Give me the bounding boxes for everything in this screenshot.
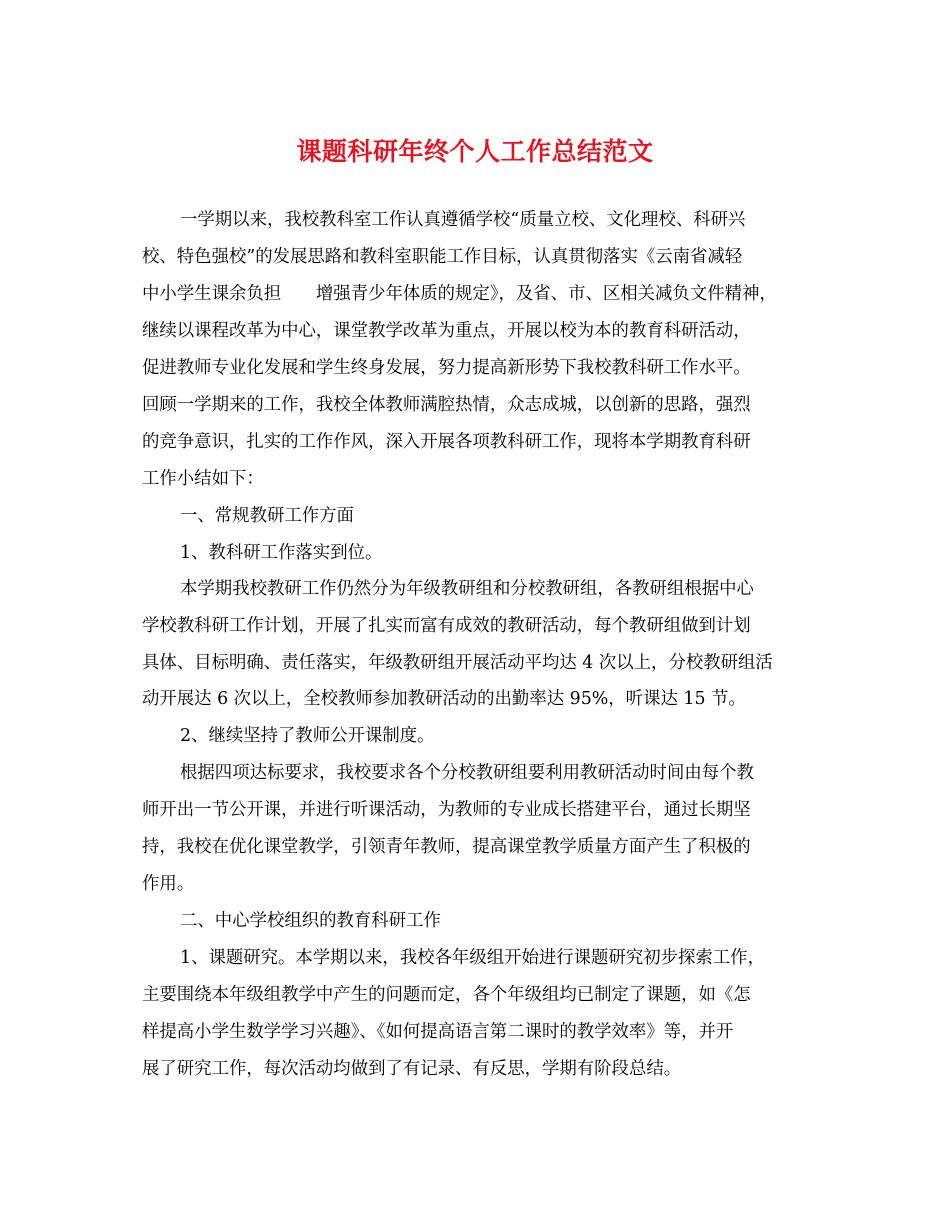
paragraph-line: 展了研究工作，每次活动均做到了有记录、有反思，学期有阶段总结。 <box>142 1059 682 1079</box>
paragraph-line: 一学期以来，我校教科室工作认真遵循学校“质量立校、文化理校、科研兴 <box>180 210 746 230</box>
paragraph-line: 回顾一学期来的工作，我校全体教师满腔热情，众志成城，以创新的思路，强烈 <box>142 395 751 415</box>
paragraph-line: 工作小结如下： <box>142 469 264 489</box>
paragraph-line: 作用。 <box>142 874 195 894</box>
paragraph-line: 持，我校在优化课堂教学，引领青年教师，提高课堂教学质量方面产生了积极的 <box>142 837 751 857</box>
paragraph-line: 样提高小学生数学学习兴趣》、《如何提高语言第二课时的教学效率》等，并开 <box>142 1022 734 1042</box>
section-heading: 一、常规教研工作方面 <box>180 506 354 526</box>
paragraph-line: 根据四项达标要求，我校要求各个分校教研组要利用教研活动时间由每个教 <box>180 763 754 783</box>
paragraph-line: 1、课题研究。本学期以来，我校各年级组开始进行课题研究初步探索工作， <box>180 948 765 968</box>
section-heading: 二、中心学校组织的教育科研工作 <box>180 911 441 931</box>
subsection-heading: 1、教科研工作落实到位。 <box>180 543 383 563</box>
paragraph-line: 具体、目标明确、责任落实，年级教研组开展活动平均达 4 次以上，分校教研组活 <box>142 653 773 673</box>
paragraph-line: 的竞争意识，扎实的工作作风，深入开展各项教科研工作，现将本学期教育科研 <box>142 432 751 452</box>
paragraph-line: 学校教科研工作计划，开展了扎实而富有成效的教研活动，每个教研组做到计划 <box>142 616 751 636</box>
paragraph-line: 校、特色强校”的发展思路和教科室职能工作目标，认真贯彻落实《云南省减轻 <box>142 247 743 267</box>
paragraph-line: 动开展达 6 次以上，全校教师参加教研活动的出勤率达 95%，听课达 15 节。 <box>142 689 746 709</box>
paragraph-line: 继续以课程改革为中心，课堂教学改革为重点，开展以校为本的教育科研活动， <box>142 321 751 341</box>
document-title: 课题科研年终个人工作总结范文 <box>296 137 654 166</box>
paragraph-line: 主要围绕本年级组教学中产生的问题而定，各个年级组均已制定了课题，如《怎 <box>142 985 751 1005</box>
paragraph-line: 中小学生课余负担 增强青少年体质的规定》，及省、市、区相关减负文件精神， <box>142 284 777 304</box>
paragraph-line: 本学期我校教研工作仍然分为年级教研组和分校教研组，各教研组根据中心 <box>180 579 754 599</box>
paragraph-line: 师开出一节公开课，并进行听课活动，为教师的专业成长搭建平台，通过长期坚 <box>142 800 751 820</box>
subsection-heading: 2、继续坚持了教师公开课制度。 <box>180 726 435 746</box>
paragraph-line: 促进教师专业化发展和学生终身发展，努力提高新形势下我校教科研工作水平。 <box>142 358 751 378</box>
